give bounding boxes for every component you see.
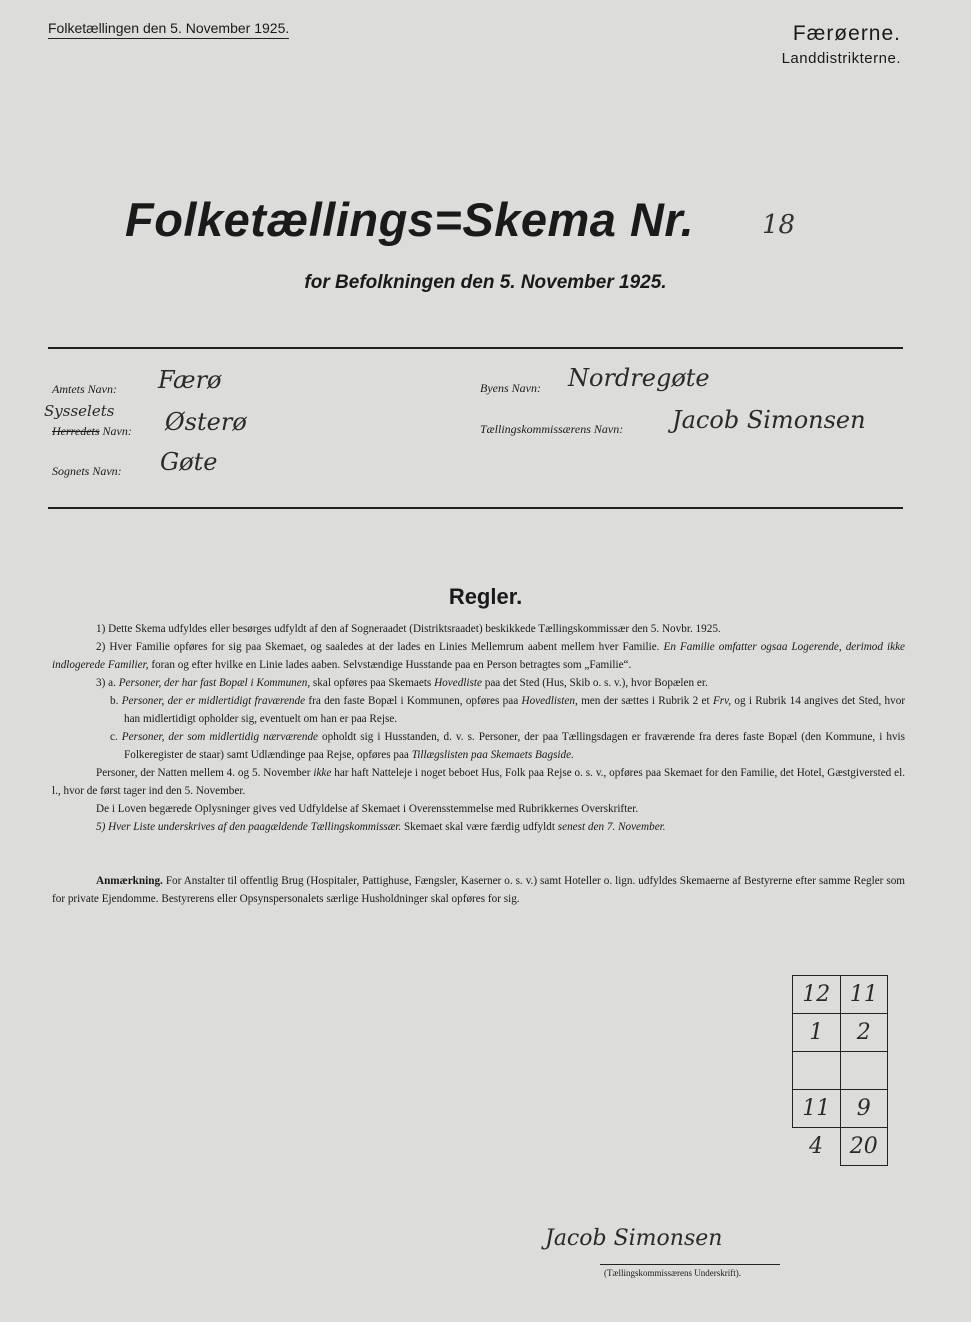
rule-4-note: De i Loven begærede Oplysninger gives ved Udfyldelse af Skemaet i Overensstemmelse med Rubrikkernes Overskrifter. <box>96 803 639 815</box>
tally-cell: 11 <box>793 1090 841 1128</box>
rule-3a: 3) a. Personer, der har fast Bopæl i Kommunen, skal opføres paa Skemaets Hovedliste paa det Sted (Hus, Skib o. s. v.), hvor Bopælen er. <box>96 677 708 689</box>
tally-cell: 9 <box>840 1090 888 1128</box>
herred-label-correction: Sysselets <box>44 402 115 420</box>
tally-cell: 2 <box>840 1014 888 1052</box>
sogn-value: Gøte <box>160 448 218 476</box>
form-number-handwritten: 18 <box>762 210 796 240</box>
tally-cell <box>793 1052 841 1090</box>
rules-title: Regler. <box>448 584 523 609</box>
kommissaer-value: Jacob Simonsen <box>672 406 866 434</box>
tally-row <box>793 1090 888 1128</box>
signature-line <box>600 1264 780 1265</box>
tally-cell: 20 <box>840 1128 888 1166</box>
by-label: Byens Navn: <box>480 381 541 395</box>
remark-text <box>52 872 905 908</box>
signature: Jacob Simonsen <box>545 1226 723 1251</box>
tally-row <box>793 976 888 1014</box>
divider-bottom <box>48 507 903 509</box>
tally-row <box>793 1014 888 1052</box>
district-name: Landdistrikterne. <box>781 50 901 67</box>
region-header <box>782 22 901 67</box>
rule-3c: c. Personer, der som midlertidig nærværende opholdt sig i Husstanden, d. v. s. Personer, der paa Tællingsdagen er fraværende fra deres faste Bopæl (den Kommune, i hvis Folkeregister de staar) samt Udlændinge paa Rejse, opføres paa Tillægslisten paa Skemaets Bagside. <box>110 731 906 761</box>
herred-label-struck: Herredets <box>52 424 100 438</box>
divider-top <box>48 347 903 349</box>
form-subtitle: for Befolkningen den 5. November 1925. <box>304 272 667 293</box>
rule-3b: b. Personer, der er midlertidigt fraværende fra den faste Bopæl i Kommunen, opføres paa Hovedlisten, men der sættes i Rubrik 2 et Frv, og i Rubrik 14 angives det Sted, hvor han midlertidigt opholder sig, eventuelt om han er paa Rejse. <box>110 695 906 725</box>
rule-2: 2) Hver Familie opføres for sig paa Skemaet, og saaledes at der lades en Linies Mellemrum aabent mellem hver Familie. En Familie omfatter ogsaa Logerende, derimod ikke indlogerede Familier, foran og efter hvilke en Linie lades aaben. Selvstændige Husstande paa en Person betragtes som „Familie“. <box>52 641 906 671</box>
tally-row <box>793 1052 888 1090</box>
census-date-header: Folketællingen den 5. November 1925. <box>48 20 289 39</box>
rules-text <box>52 620 905 836</box>
region-name: Færøerne. <box>792 22 901 45</box>
tally-cell <box>840 1052 888 1090</box>
remark-body: For Anstalter til offentlig Brug (Hospitaler, Pattighuse, Fængsler, Kaserner o. s. v.) samt Hoteller o. lign. udfyldes Skemaerne af Bestyrerne efter samme Regler som for private Ejendomme. Bestyrerens eller Opsynspersonalets særlige Husholdninger skal opføres for sig. <box>52 875 906 905</box>
rule-5: 5) Hver Liste underskrives af den paagældende Tællingskommissær. Skemaet skal være færdig udfyldt senest den 7. November. <box>96 821 666 833</box>
form-title: Folketællings=Skema Nr. <box>125 193 695 246</box>
herred-value: Østerø <box>165 408 247 436</box>
herred-label-rest: Navn: <box>102 424 132 438</box>
tally-total-row <box>793 1128 888 1166</box>
tally-cell: 12 <box>793 976 841 1014</box>
tally-cell: 1 <box>793 1014 841 1052</box>
rule-4: Personer, der Natten mellem 4. og 5. November ikke har haft Natteleje i noget beboet Hus, Folk paa Rejse o. s. v., opføres paa Skemaet for den Familie, det Hotel, Gæstgiversted el. l., hvor de først tager ind den 5. November. <box>52 767 905 797</box>
sogn-label: Sognets Navn: <box>52 464 122 478</box>
rule-1: 1) Dette Skema udfyldes eller besørges udfyldt af den af Sogneraadet (Distriktsraadet) beskikkede Tællingskommissær den 5. Novbr. 1925. <box>96 623 721 635</box>
amt-label: Amtets Navn: <box>52 382 117 396</box>
tally-cell: 4 <box>809 1134 823 1160</box>
kommissaer-label: Tællingskommissærens Navn: <box>480 422 624 436</box>
tally-cell: 11 <box>840 976 888 1014</box>
amt-value: Færø <box>158 366 222 394</box>
by-value: Nordregøte <box>568 364 710 392</box>
herred-label <box>52 424 132 439</box>
remark-label: Anmærkning. <box>96 875 163 887</box>
signature-caption: (Tællingskommissærens Underskrift). <box>604 1268 741 1278</box>
tally-table <box>792 975 888 1166</box>
